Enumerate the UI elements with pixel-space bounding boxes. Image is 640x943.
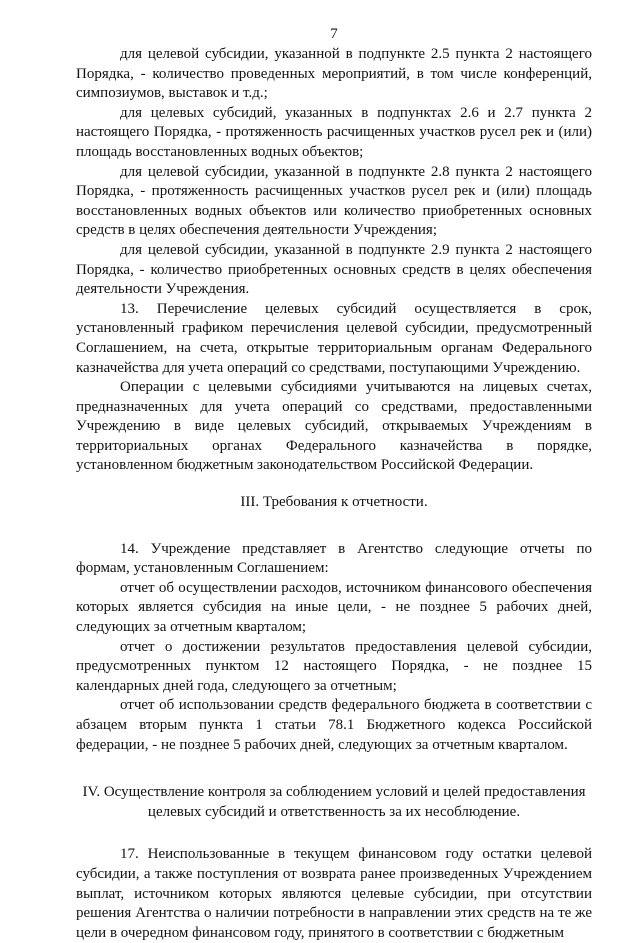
paragraph: для целевой субсидии, указанной в подпункте 2.9 пункта 2 настоящего Порядка, - количество приобретенных основных средств в целях обеспечения деятельности Учреждения. [76, 241, 592, 298]
paragraph: Операции с целевыми субсидиями учитываются на лицевых счетах, предназначенных для учета операций со средствами, предоставленными Учреждению в виде целевых субсидий, открываемых Учреждениям в территориальных органах Федерального казначейства в порядке, установленном бюджетным законодательством Российской Федерации. [76, 379, 592, 474]
document-body [76, 45, 592, 943]
paragraph: для целевой субсидии, указанной в подпункте 2.8 пункта 2 настоящего Порядка, - протяженность расчищенных участков русел рек и (или) площадь восстановленных водных объектов или количество приобретенных основных средств в целях обеспечения деятельности Учреждения; [76, 163, 592, 239]
paragraph-item-17: 17. Неиспользованные в текущем финансовом году остатки целевой субсидии, а также поступления от возврата ранее произведенных Учреждением выплат, источником которых являются целевые субсидии, при отсутствии решения Агентства о наличии потребности в направлении этих средств на те же цели в очередном финансовом году, принятого в соответствии с бюджетным [76, 846, 592, 941]
paragraph: отчет об использовании средств федерального бюджета в соответствии с абзацем вторым пункта 1 статьи 78.1 Бюджетного кодекса Российской федерации, - не позднее 5 рабочих дней, следующих за отчетным кварталом. [76, 697, 592, 753]
paragraph: для целевых субсидий, указанных в подпунктах 2.6 и 2.7 пункта 2 настоящего Порядка, - протяженность расчищенных участков русел рек и (или) площадь восстановленных водных объектов; [76, 104, 592, 160]
section-4-heading-line-1: IV. Осуществление контроля за соблюдением условий и целей предоставления [82, 784, 586, 801]
section-4-heading-line-2: целевых субсидий и ответственность за их несоблюдение. [147, 803, 521, 820]
section-4-heading [76, 783, 592, 822]
document-page [76, 0, 592, 941]
paragraph: отчет о достижении результатов предоставления целевой субсидии, предусмотренных пунктом 12 настоящего Порядка, - не позднее 15 календарных дней года, следующего за отчетным; [76, 638, 592, 694]
paragraph: для целевой субсидии, указанной в подпункте 2.5 пункта 2 настоящего Порядка, - количество проведенных мероприятий, в том числе конференций, симпозиумов, выставок и т.д.; [76, 46, 592, 102]
section-3-heading: III. Требования к отчетности. [240, 494, 428, 511]
paragraph-item-13: 13. Перечисление целевых субсидий осуществляется в срок, установленный графиком перечисления целевой субсидии, предусмотренный Соглашением, на счета, открытые территориальным органам Федерального казначейства для учета операций со средствами, поступающими Учреждению. [76, 300, 592, 376]
paragraph: отчет об осуществлении расходов, источником финансового обеспечения которых является субсидия на иные цели, - не позднее 5 рабочих дней, следующих за отчетным кварталом; [76, 579, 592, 636]
page-number: 7 [330, 26, 338, 42]
paragraph-item-14: 14. Учреждение представляет в Агентство следующие отчеты по формам, установленным Соглашением: [76, 540, 592, 577]
